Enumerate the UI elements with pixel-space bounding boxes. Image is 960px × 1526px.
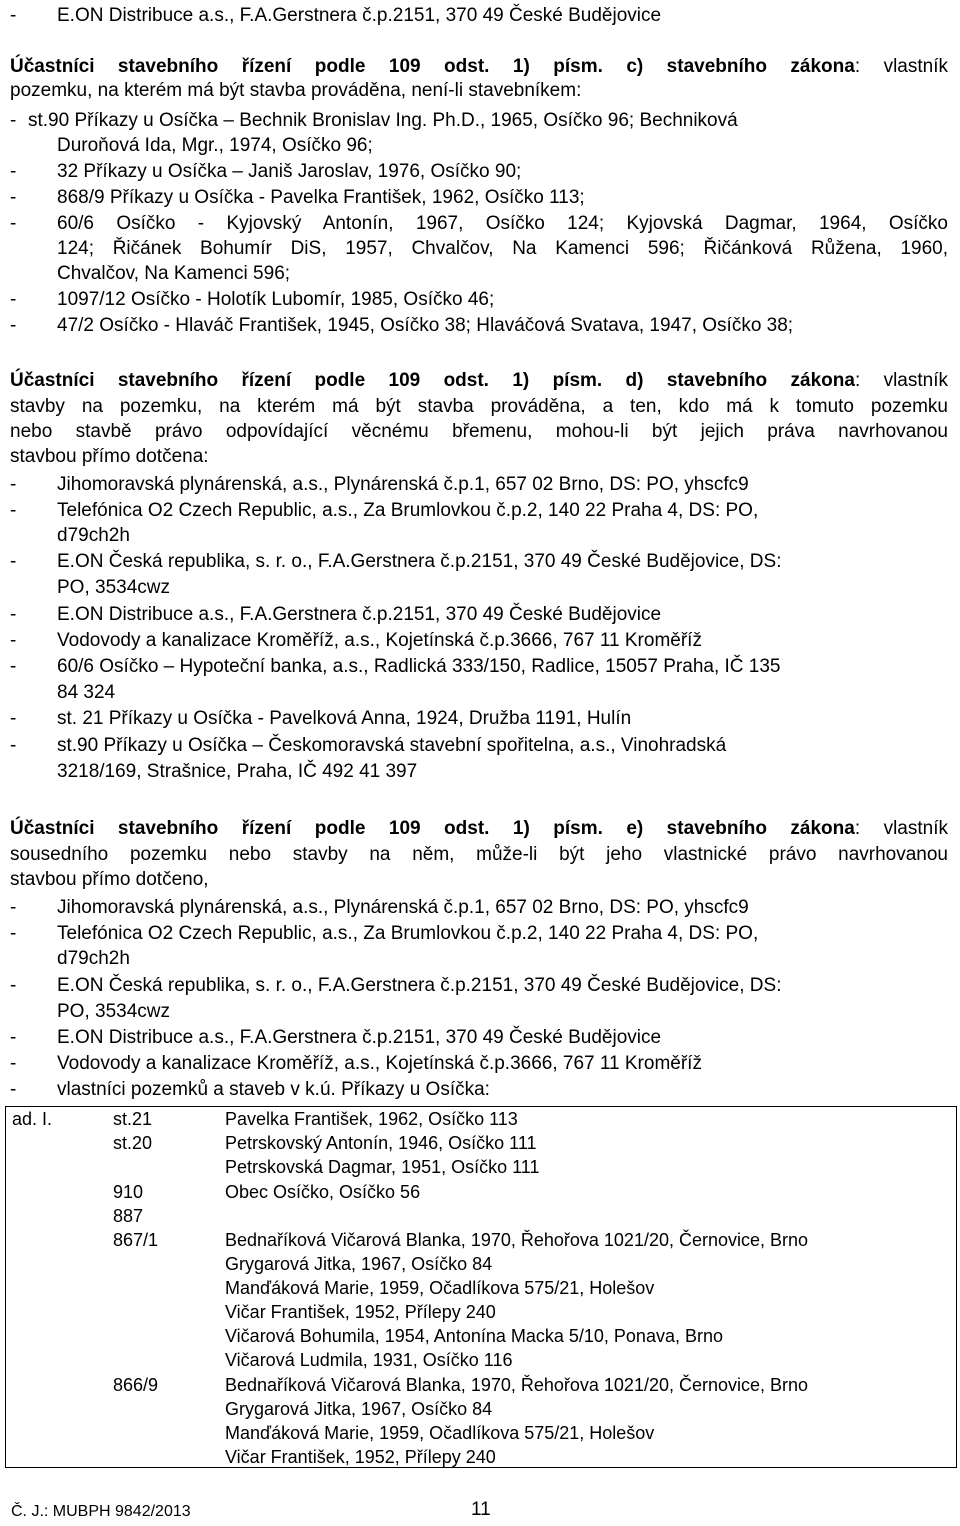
table-cell-owner: Manďáková Marie, 1959, Očadlíkova 575/21, Holešov	[225, 1423, 655, 1443]
section-c-heading-rest: : vlastník	[854, 56, 948, 77]
table-cell-owner: Bednaříková Vičarová Blanka, 1970, Řehořova 1021/20, Černovice, Brno	[225, 1230, 809, 1250]
section-d-heading-bold: Účastníci stavebního řízení podle 109 odst. 1) písm. d) stavebního zákona	[10, 370, 855, 391]
paragraph-line: stavbou přímo dotčena:	[10, 446, 209, 467]
bullet-dash: -	[10, 735, 17, 756]
list-item: 84 324	[57, 682, 116, 703]
bullet-dash: -	[10, 161, 17, 182]
bullet-dash: -	[10, 708, 17, 729]
table-cell-parcel: 887	[113, 1206, 144, 1226]
table-cell-owner: Manďáková Marie, 1959, Očadlíkova 575/21, Holešov	[225, 1278, 655, 1298]
bullet-dash: -	[10, 213, 17, 234]
list-item: Vodovody a kanalizace Kroměříž, a.s., Kojetínská č.p.3666, 767 11 Kroměříž	[57, 630, 702, 651]
table-cell-parcel: 867/1	[113, 1230, 159, 1250]
bullet-dash: -	[10, 110, 17, 131]
list-item: 868/9 Příkazy u Osíčka - Pavelka František, 1962, Osíčko 113;	[57, 187, 585, 208]
list-item: st. 21 Příkazy u Osíčka - Pavelková Anna, 1924, Družba 1191, Hulín	[57, 708, 632, 729]
list-item: 32 Příkazy u Osíčka – Janiš Jaroslav, 1976, Osíčko 90;	[57, 161, 522, 182]
page-number: 11	[471, 1499, 491, 1520]
list-item: Chvalčov, Na Kamenci 596;	[57, 263, 291, 284]
bullet-dash: -	[10, 604, 17, 625]
list-item: Duroňová Ida, Mgr., 1974, Osíčko 96;	[57, 135, 373, 156]
list-item: E.ON Česká republika, s. r. o., F.A.Gerstnera č.p.2151, 370 49 České Budějovice, DS:	[57, 975, 782, 996]
table-cell-owner: Vičar František, 1952, Přílepy 240	[225, 1447, 496, 1467]
list-item: PO, 3534cwz	[57, 577, 170, 598]
paragraph-line: stavbou přímo dotčeno,	[10, 869, 209, 890]
list-item: 124; Řičánek Bohumír DiS, 1957, Chvalčov, Na Kamenci 596; Řičánková Růžena, 1960,	[57, 238, 948, 259]
list-item: PO, 3534cwz	[57, 1001, 170, 1022]
bullet-dash: -	[10, 315, 17, 336]
table-cell-owner: Vičarová Bohumila, 1954, Antonína Macka 5/10, Ponava, Brno	[225, 1326, 723, 1346]
list-item: st.90 Příkazy u Osíčka – Českomoravská stavební spořitelna, a.s., Vinohradská	[57, 735, 727, 756]
paragraph-line: nebo stavbě právo odpovídající věcnému břemenu, mohou-li být jejich práva navrhovanou	[10, 421, 948, 442]
list-item: d79ch2h	[57, 948, 130, 969]
bullet-dash: -	[10, 474, 17, 495]
table-cell-owner: Obec Osíčko, Osíčko 56	[225, 1182, 421, 1202]
bullet-dash: -	[10, 187, 17, 208]
section-c-heading-line2: pozemku, na kterém má být stavba prováděna, není-li stavebníkem:	[10, 80, 582, 101]
bullet-dash: -	[10, 656, 17, 677]
footer-reference: Č. J.: MUBPH 9842/2013	[11, 1503, 191, 1520]
table-cell-ad: ad. I.	[12, 1109, 53, 1129]
section-e-heading-bold: Účastníci stavebního řízení podle 109 odst. 1) písm. e) stavebního zákona	[10, 818, 855, 839]
table-cell-owner: Grygarová Jitka, 1967, Osíčko 84	[225, 1254, 493, 1274]
table-cell-parcel: 866/9	[113, 1375, 159, 1395]
bullet-dash: -	[10, 975, 17, 996]
table-cell-owner: Petrskovská Dagmar, 1951, Osíčko 111	[225, 1157, 540, 1177]
bullet-dash: -	[10, 630, 17, 651]
list-item: Telefónica O2 Czech Republic, a.s., Za Brumlovkou č.p.2, 140 22 Praha 4, DS: PO,	[57, 500, 759, 521]
list-item: Vodovody a kanalizace Kroměříž, a.s., Kojetínská č.p.3666, 767 11 Kroměříž	[57, 1053, 702, 1074]
bullet-dash: -	[10, 923, 17, 944]
table-cell-owner: Vičar František, 1952, Přílepy 240	[225, 1302, 496, 1322]
list-item: vlastníci pozemků a staveb v k.ú. Příkazy u Osíčka:	[57, 1079, 490, 1100]
section-c-heading-bold: Účastníci stavebního řízení podle 109 odst. 1) písm. c) stavebního zákona	[10, 56, 855, 77]
section-d-heading	[10, 369, 948, 393]
table-cell-parcel: st.21	[113, 1109, 153, 1129]
list-item: E.ON Distribuce a.s., F.A.Gerstnera č.p.2151, 370 49 České Budějovice	[57, 604, 662, 625]
list-item: 1097/12 Osíčko - Holotík Lubomír, 1985, Osíčko 46;	[57, 289, 495, 310]
table-cell-owner: Bednaříková Vičarová Blanka, 1970, Řehořova 1021/20, Černovice, Brno	[225, 1375, 809, 1395]
section-d-heading-rest: : vlastník	[854, 370, 948, 391]
bullet-dash: -	[10, 897, 17, 918]
section-e-heading	[10, 817, 948, 841]
bullet-dash: -	[10, 1079, 17, 1100]
list-item: 60/6 Osíčko - Kyjovský Antonín, 1967, Osíčko 124; Kyjovská Dagmar, 1964, Osíčko	[57, 213, 948, 234]
section-c-heading	[10, 55, 948, 79]
bullet-dash: -	[10, 1027, 17, 1048]
list-item: Jihomoravská plynárenská, a.s., Plynárenská č.p.1, 657 02 Brno, DS: PO, yhscfc9	[57, 474, 749, 495]
list-item: E.ON Distribuce a.s., F.A.Gerstnera č.p.2151, 370 49 České Budějovice	[57, 1027, 662, 1048]
list-item: 60/6 Osíčko – Hypoteční banka, a.s., Radlická 333/150, Radlice, 15057 Praha, IČ 135	[57, 656, 781, 677]
bullet-dash: -	[10, 1053, 17, 1074]
table-cell-parcel: 910	[113, 1182, 144, 1202]
owners-table	[5, 1106, 957, 1468]
table-cell-parcel: st.20	[113, 1133, 153, 1153]
bullet-dash: -	[10, 5, 17, 26]
list-item: Telefónica O2 Czech Republic, a.s., Za Brumlovkou č.p.2, 140 22 Praha 4, DS: PO,	[57, 923, 759, 944]
list-item: Jihomoravská plynárenská, a.s., Plynárenská č.p.1, 657 02 Brno, DS: PO, yhscfc9	[57, 897, 749, 918]
bullet-dash: -	[10, 289, 17, 310]
paragraph-line: sousedního pozemku nebo stavby na něm, může-li být jeho vlastnické právo navrhovanou	[10, 844, 948, 865]
table-cell-owner: Pavelka František, 1962, Osíčko 113	[225, 1109, 518, 1129]
table-cell-owner: Vičarová Ludmila, 1931, Osíčko 116	[225, 1350, 513, 1370]
list-item: 3218/169, Strašnice, Praha, IČ 492 41 397	[57, 761, 418, 782]
bullet-dash: -	[10, 551, 17, 572]
table-cell-owner: Petrskovský Antonín, 1946, Osíčko 111	[225, 1133, 537, 1153]
list-item: E.ON Distribuce a.s., F.A.Gerstnera č.p.2151, 370 49 České Budějovice	[57, 5, 662, 26]
bullet-dash: -	[10, 500, 17, 521]
list-item: d79ch2h	[57, 525, 130, 546]
section-e-heading-rest: : vlastník	[854, 818, 948, 839]
list-item: E.ON Česká republika, s. r. o., F.A.Gerstnera č.p.2151, 370 49 České Budějovice, DS:	[57, 551, 782, 572]
list-item: 47/2 Osíčko - Hlaváč František, 1945, Osíčko 38; Hlaváčová Svatava, 1947, Osíčko 38;	[57, 315, 794, 336]
paragraph-line: stavby na pozemku, na kterém má být stavba prováděna, a ten, kdo má k tomuto pozemku	[10, 396, 948, 417]
list-item: st.90 Příkazy u Osíčka – Bechnik Bronislav Ing. Ph.D., 1965, Osíčko 96; Bechniková	[28, 110, 738, 131]
table-cell-owner: Grygarová Jitka, 1967, Osíčko 84	[225, 1399, 493, 1419]
